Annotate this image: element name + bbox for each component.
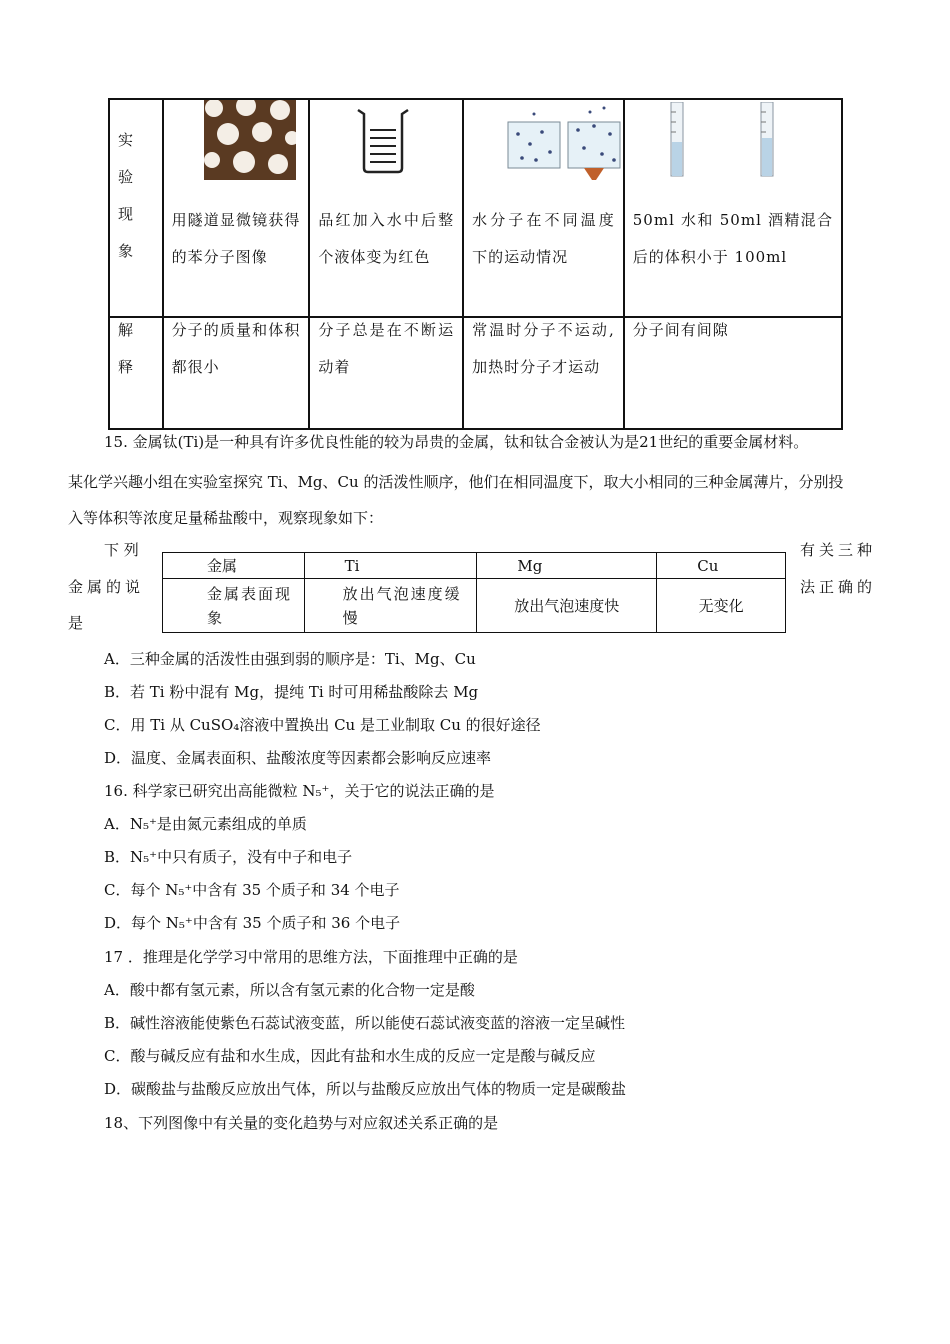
q15-left-text-3: 是 [68,614,84,632]
row-label-phenomenon [109,99,163,317]
cell-mixing [624,99,842,317]
water-caption: 水分子在不同温度下的运动情况 [472,211,615,266]
q15-stem-line1: 15. 金属钛(Ti)是一种具有许多优良性能的较为昂贵的金属，钛和钛合金被认为是21世纪的重要金属材料。 [104,433,809,451]
header-mg: Mg [477,553,657,579]
q15-option-a: A．三种金属的活泼性由强到弱的顺序是：Ti、Mg、Cu [104,650,476,668]
q17-option-d: D．碳酸盐与盐酸反应放出气体，所以与盐酸反应放出气体的物质一定是碳酸盐 [104,1080,627,1098]
q15-option-c: C．用 Ti 从 CuSO₄溶液中置换出 Cu 是工业制取 Cu 的很好途径 [104,716,541,734]
q17-stem: 17 ．推理是化学学习中常用的思维方法，下面推理中正确的是 [104,948,518,966]
q16-option-a: A．N₅⁺是由氮元素组成的单质 [104,815,307,833]
experiment-table [108,98,843,430]
cell-benzene [163,99,310,317]
benzene-image [204,100,296,180]
row-label-explanation [109,317,163,429]
dye-caption: 品红加入水中后整个液体变为红色 [318,211,455,266]
cell-ti-text: 放出气泡速度缓慢 [342,584,462,627]
water-molecule-beakers-icon [504,104,624,180]
q15-option-b: B．若 Ti 粉中混有 Mg，提纯 Ti 时可用稀盐酸除去 Mg [104,683,479,701]
row-label-text: 解释 [118,321,160,376]
q15-stem-line3: 入等体积等浓度足量稀盐酸中，观察现象如下： [68,509,384,527]
q15-right-text-2: 法正确的 [800,578,877,596]
row-label-surface [163,579,305,633]
header-ti: Ti [304,553,477,579]
row-label-text: 实验现象 [118,131,142,260]
metal-reaction-table [162,552,786,633]
explain-benzene [163,317,310,429]
q15-right-text-1: 有关三种 [800,541,877,559]
row-label-text: 金属表面现象 [207,584,293,627]
q15-stem-line2: 某化学兴趣小组在实验室探究 Ti、Mg、Cu 的活泼性顺序，他们在相同温度下，取大小相同的三种金属薄片，分别投 [68,473,844,491]
q16-option-c: C．每个 N₅⁺中含有 35 个质子和 34 个电子 [104,881,400,899]
mixing-caption: 50ml 水和 50ml 酒精混合后的体积小于 100ml [632,211,833,266]
cell-cu: 无变化 [657,579,786,633]
graduated-cylinders-icon [665,102,775,180]
beaker-icon [354,106,412,174]
q16-stem: 16. 科学家已研究出高能微粒 N₅⁺，关于它的说法正确的是 [104,782,495,800]
header-metal: 金属 [163,553,305,579]
q17-option-b: B．碱性溶液能使紫色石蕊试液变蓝，所以能使石蕊试液变蓝的溶液一定呈碱性 [104,1014,626,1032]
q15-left-text-1: 下 列 [104,541,139,559]
explain-text: 分子间有间隙 [632,321,729,339]
q15-left-text-2: 金属的说 [68,578,145,596]
header-cu: Cu [657,553,786,579]
q15-option-d: D．温度、金属表面积、盐酸浓度等因素都会影响反应速率 [104,749,492,767]
q18-stem: 18、下列图像中有关量的变化趋势与对应叙述关系正确的是 [104,1114,499,1132]
explain-text: 分子的质量和体积都很小 [171,321,301,376]
explain-mixing [624,317,842,429]
q17-option-a: A．酸中都有氢元素，所以含有氢元素的化合物一定是酸 [104,981,475,999]
explain-text: 分子总是在不断运动着 [318,321,455,376]
benzene-caption: 用隧道显微镜获得的苯分子图像 [171,211,301,266]
cell-water [463,99,624,317]
cell-dye [309,99,463,317]
explain-water [463,317,624,429]
explain-text: 常温时分子不运动,加热时分子才运动 [472,321,615,376]
cell-ti [304,579,477,633]
q16-option-b: B．N₅⁺中只有质子，没有中子和电子 [104,848,353,866]
q17-option-c: C．酸与碱反应有盐和水生成，因此有盐和水生成的反应一定是酸与碱反应 [104,1047,596,1065]
explain-dye [309,317,463,429]
cell-mg: 放出气泡速度快 [477,579,657,633]
q16-option-d: D．每个 N₅⁺中含有 35 个质子和 36 个电子 [104,914,401,932]
